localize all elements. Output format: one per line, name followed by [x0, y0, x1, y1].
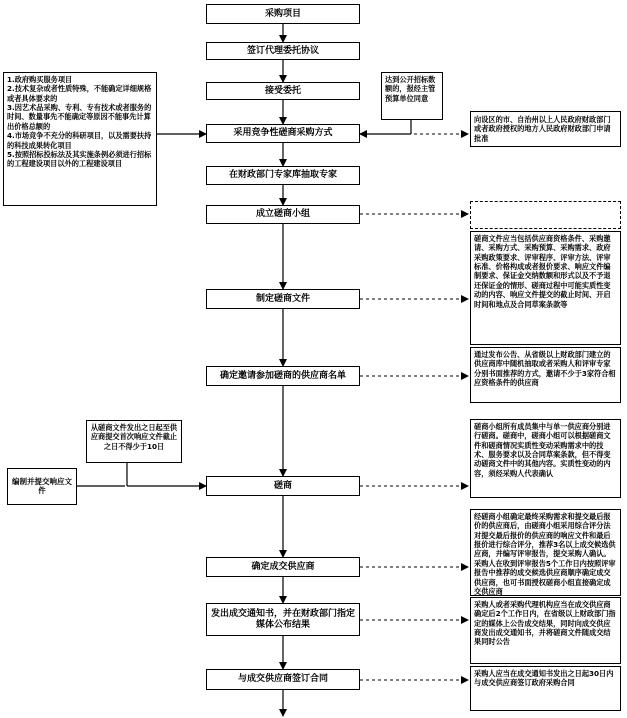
step-accept-commission: 接受委托 — [206, 82, 360, 100]
note-finance-approval: 向设区的市、自治州以上人民政府财政部门或者政府授权的地方人民政府财政部门申请批准 — [470, 111, 621, 147]
step-procurement-project: 采购项目 — [206, 4, 360, 24]
note-committee-placeholder — [470, 201, 621, 229]
step-form-committee: 成立磋商小组 — [206, 205, 360, 224]
box-supplier-prepare-response: 编制并提交响应文件 — [7, 468, 77, 505]
note-invite-method: 通过发布公告、从省级以上财政部门建立的供应商库中随机抽取或者采购人和评审专家分别书面推荐的方式，邀请不少于3家符合相应资格条件的供应商 — [470, 347, 621, 403]
note-announcement: 采购人或者采购代理机构应当在成交供应商确定后2个工作日内，在省级以上财政部门指定的媒体上公告成交结果，同时向成交供应商发出成交通知书，并将磋商文件随成交结果同时公告 — [470, 597, 621, 664]
step-negotiation: 磋商 — [206, 476, 360, 496]
step-prepare-documents: 制定磋商文件 — [206, 289, 360, 309]
step-draw-experts: 在财政部门专家库抽取专家 — [206, 166, 360, 185]
step-determine-winner: 确定成交供应商 — [206, 557, 360, 577]
note-negotiation-rules: 磋商小组所有成员集中与单一供应商分别进行磋商。磋商中，磋商小组可以根据磋商文件和磋商情况实质性变动采购需求中的技术、服务要求以及合同草案条款，但不得变动磋商文件中的其他内容。实质性变动的内容，须经采购人代表确认 — [470, 419, 621, 498]
step-issue-notice: 发出成交通知书，并在财政部门指定媒体公布结果 — [206, 603, 360, 636]
step-sign-agency-agreement: 签订代理委托协议 — [206, 42, 360, 60]
step-determine-suppliers: 确定邀请参加磋商的供应商名单 — [206, 366, 360, 386]
note-doc-requirements: 磋商文件应当包括供应商资格条件、采购邀请、采购方式、采购预算、采购需求、政府采购政策要求、评审程序、评审方法、评审标准、价格构成或者报价要求、响应文件编制要求、保证金交纳数额和形式以及不予退还保证金的情形、磋商过程中可能实质性变动的内容、响应文件提交的截止时间、开启时间和地点及合同草案条款等 — [470, 231, 621, 345]
step-sign-contract: 与成交供应商签订合同 — [206, 669, 360, 690]
note-budget-approval: 达到公开招标数额的，报经主管预算单位同意 — [381, 72, 443, 120]
note-contract: 采购人应当在成交通知书发出之日起30日内与成交供应商签订政府采购合同 — [470, 666, 621, 711]
note-applicable-cases: 1.政府购买服务项目 2.技术复杂或者性质特殊，不能确定详细规格或者具体要求的 3.因艺术品采购、专利、专有技术或者服务的时间、数量事先不能确定等原因不能事先计算出价格总额的 4.市场竞争不充分的科研项目，以及需要扶持的科技成果转化项目 5.按照招标投标法及其实施条例必须进行招标的工程建设项目以外的工程建设项目 — [3, 72, 157, 206]
step-adopt-competitive-negotiation: 采用竞争性磋商采购方式 — [206, 124, 360, 143]
note-response-period: 从磋商文件发出之日起至供应商提交首次响应文件截止之日不得少于10日 — [86, 420, 182, 463]
note-award-basis: 经磋商小组确定最终采购需求和提交最后报价的供应商后，由磋商小组采用综合评分法对提交最后报价的供应商的响应文件和最后报价进行综合评分，推荐3名以上成交候选供应商，并编写评审报告，提交采购人确认。采购人在收到评审报告5个工作日内按照评审报告中推荐的成交候选供应商顺序确定成交供应商，也可书面授权磋商小组直接确定成交供应商 — [470, 509, 621, 596]
